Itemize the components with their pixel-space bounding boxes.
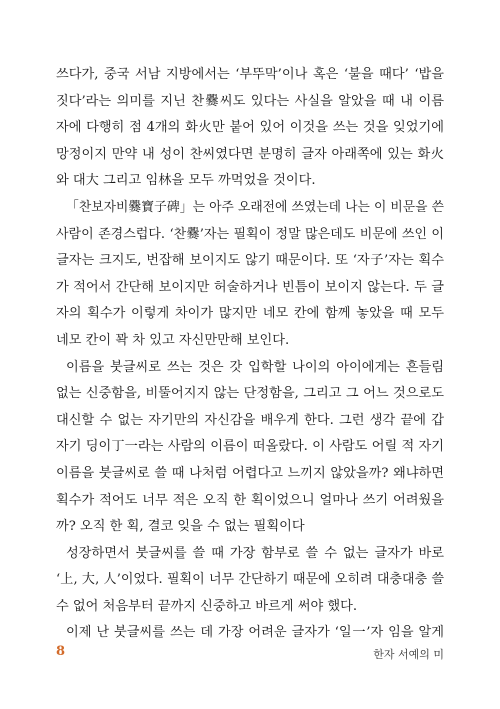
text-line: 대신할 수 없는 자기만의 자신감을 배우게 한다. 그런 생각 끝에 갑 xyxy=(56,412,444,428)
text-line: 「찬보자비爨寶子碑」는 아주 오래전에 쓰였는데 나는 이 비문을 쓴 xyxy=(66,199,444,215)
text-line: 까? 오직 한 획, 결코 잊을 수 없는 필획이다 xyxy=(56,519,305,535)
body-text xyxy=(56,62,444,647)
page-number: 8 xyxy=(56,644,66,659)
text-line: 글자는 크지도, 번잡해 보이지도 않기 때문이다. 또 ‘자子’자는 획수 xyxy=(56,253,444,269)
text-line: 쓰다가, 중국 서남 지방에서는 ‘부뚜막’이나 혹은 ‘불을 때다’ ‘밥을 xyxy=(56,67,444,82)
text-line: 수 없어 처음부터 끝까지 신중하고 바르게 써야 했다. xyxy=(56,598,358,614)
running-head: 한자 서예의 미 xyxy=(373,648,444,661)
text-line: 짓다’라는 의미를 지닌 찬爨씨도 있다는 사실을 알았을 때 내 이름 xyxy=(56,93,444,109)
page-footer xyxy=(56,644,444,664)
text-line: 자에 다행히 점 4개의 화火만 붙어 있어 이것을 쓰는 것을 잊었기에 xyxy=(56,120,444,136)
text-line: 이름을 붓글씨로 쓰는 것은 갓 입학할 나이의 아이에게는 흔들림 xyxy=(66,359,444,375)
text-line: 없는 신중함을, 비뚤어지지 않는 단정함을, 그리고 그 어느 것으로도 xyxy=(56,386,444,402)
text-line: 획수가 적어도 너무 적은 오직 한 획이었으니 얼마나 쓰기 어려웠을 xyxy=(56,492,444,508)
text-line: 자기 딩이丁一라는 사람의 이름이 떠올랐다. 이 사람도 어릴 적 자기 xyxy=(56,439,444,455)
text-line: ‘上, 大, 人’이었다. 필획이 너무 간단하기 때문에 오히려 대충대충 쓸 xyxy=(56,572,444,588)
text-line: 네모 칸이 꽉 차 있고 자신만만해 보인다. xyxy=(56,332,290,348)
text-line: 자의 획수가 이렇게 차이가 많지만 네모 칸에 함께 놓았을 때 모두 xyxy=(56,306,444,322)
text-line: 이제 난 붓글씨를 쓰는 데 가장 어려운 글자가 ‘일一’자 임을 알게 xyxy=(66,625,444,641)
text-line: 가 적어서 간단해 보이지만 허술하거나 빈틈이 보이지 않는다. 두 글 xyxy=(56,279,444,295)
text-line: 이름을 붓글씨로 쓸 때 나처럼 어렵다고 느끼지 않았을까? 왜냐하면 xyxy=(56,465,444,481)
text-line: 와 대大 그리고 임林을 모두 까먹었을 것이다. xyxy=(56,173,316,189)
text-line: 사람이 존경스럽다. ‘찬爨’자는 필획이 정말 많은데도 비문에 쓰인 이 xyxy=(56,226,444,242)
text-line: 성장하면서 붓글씨를 쓸 때 가장 함부로 쓸 수 없는 글자가 바로 xyxy=(66,545,444,561)
text-line: 망정이지 만약 내 성이 찬씨였다면 분명히 글자 아래쪽에 있는 화火 xyxy=(56,146,444,162)
